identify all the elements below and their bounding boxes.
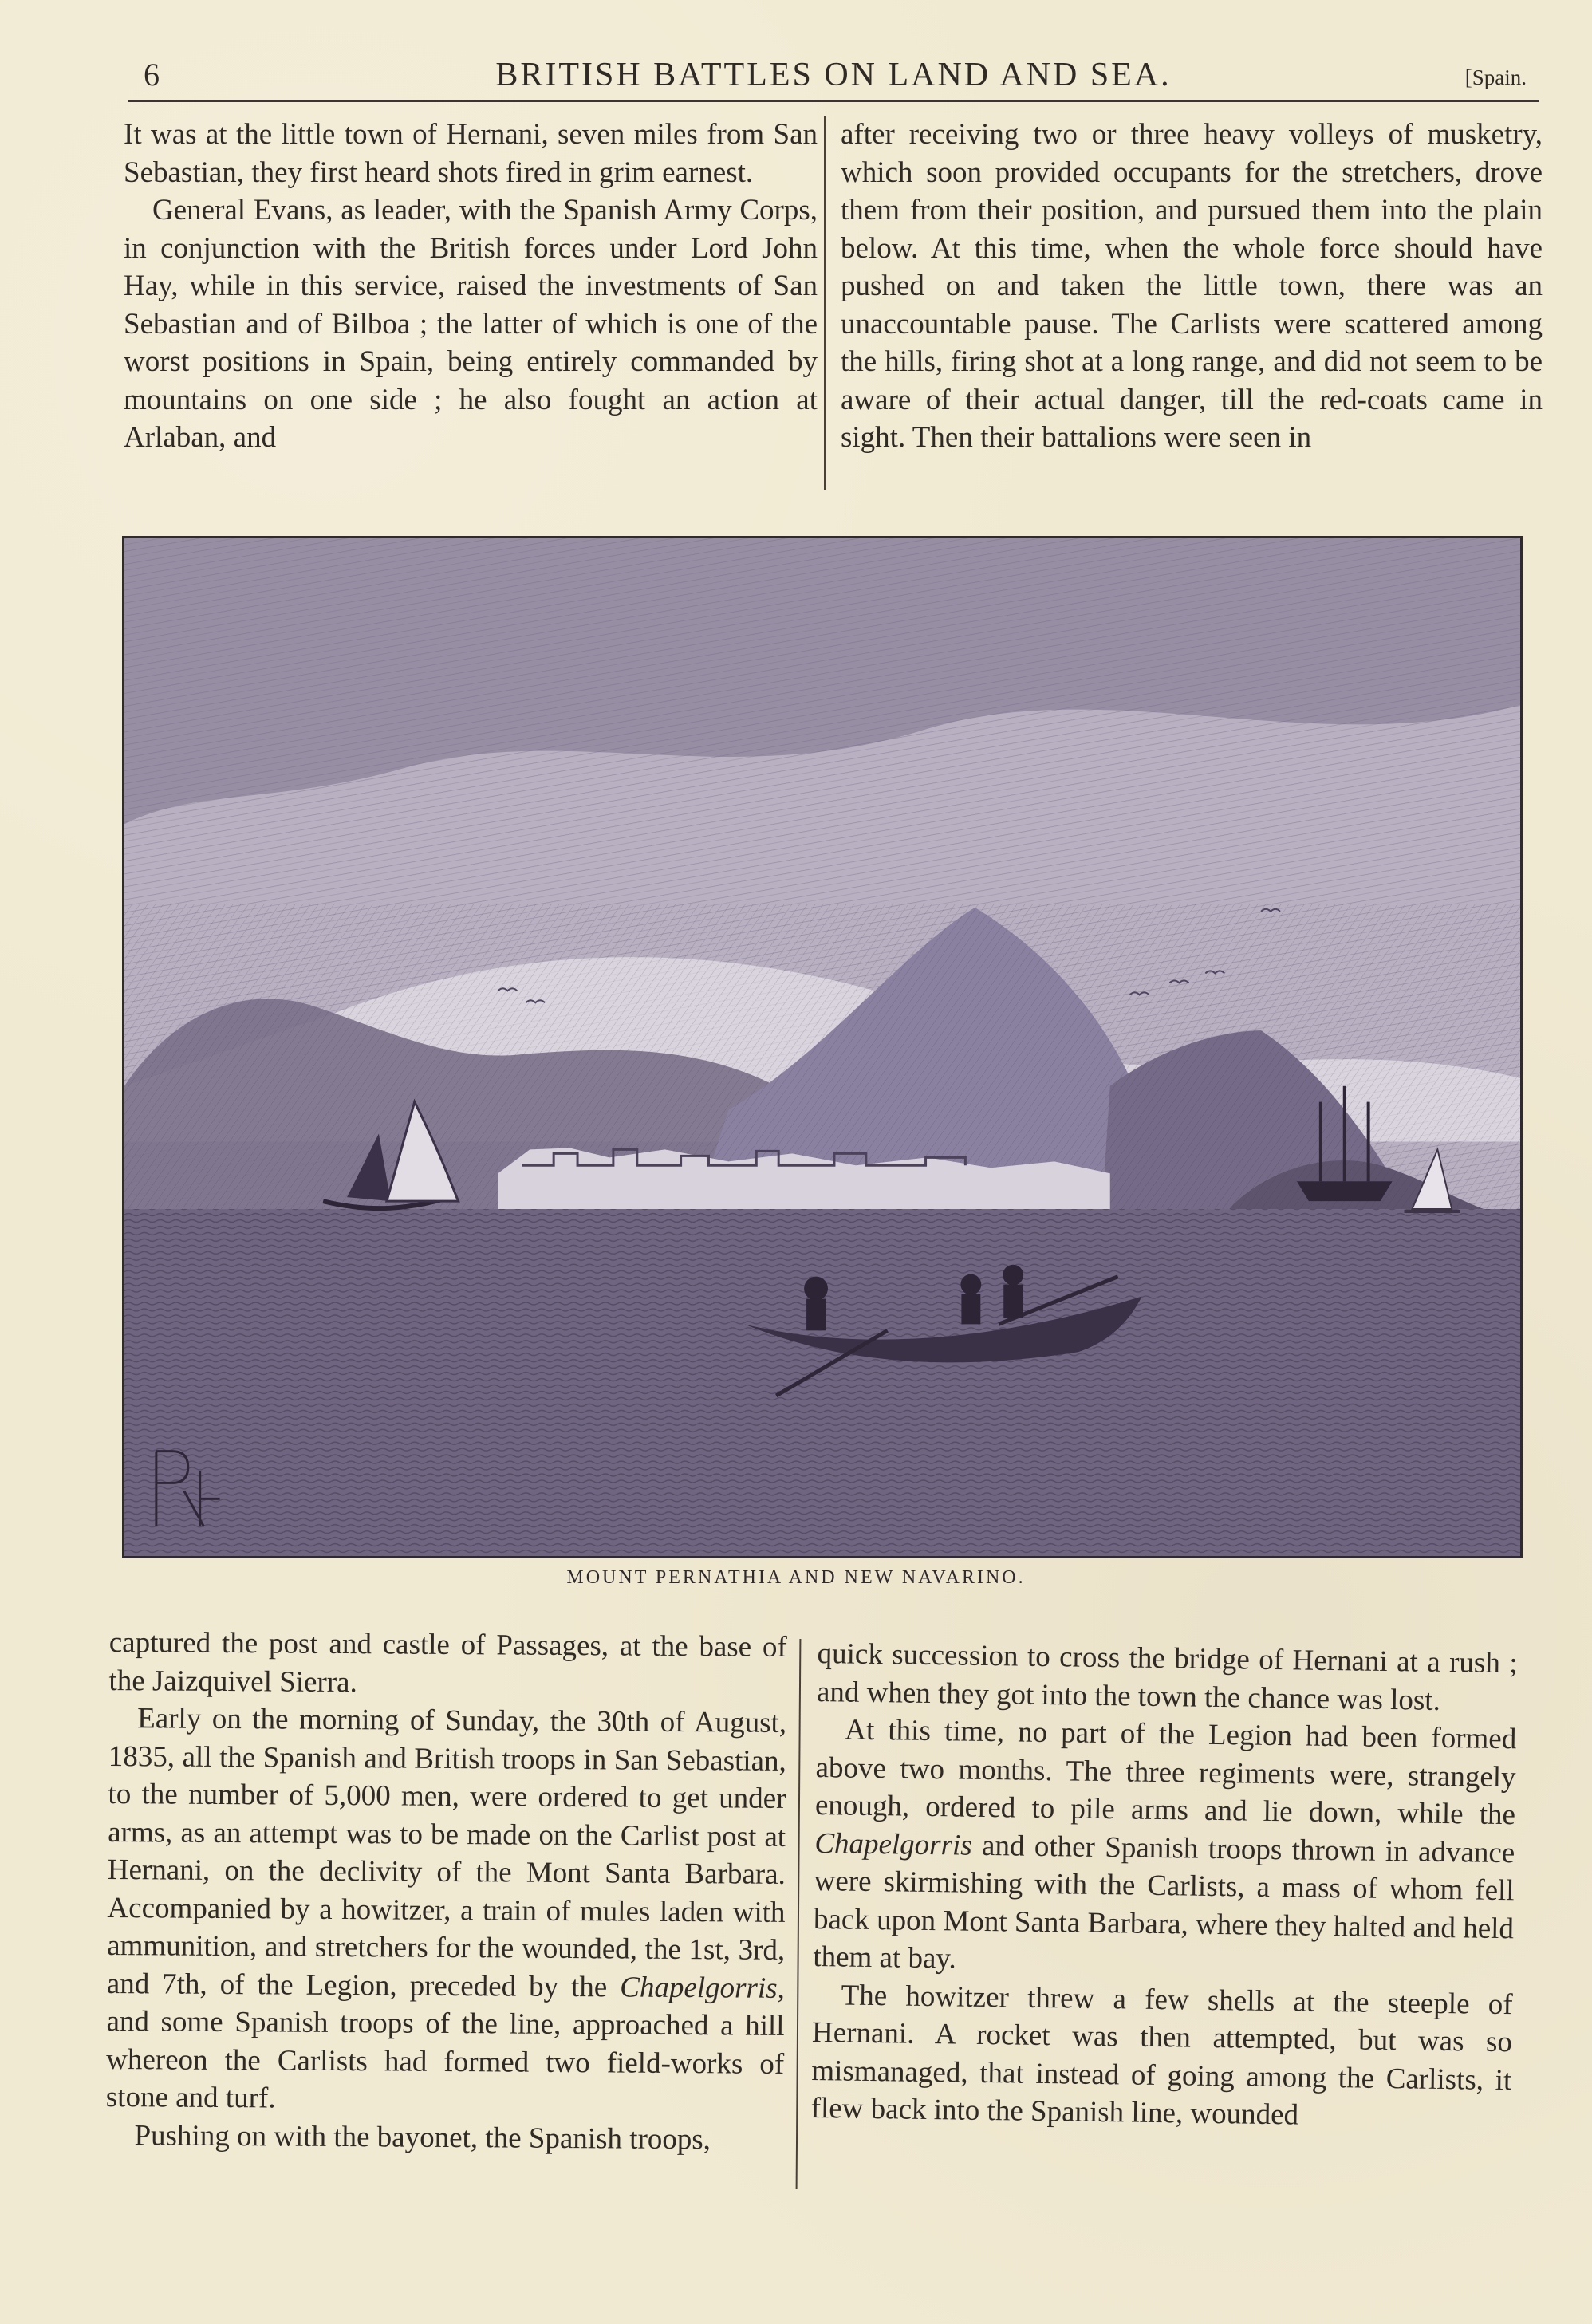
bottom-right-paragraph-3: The howitzer threw a few shells at the steeple of Hernani. A rocket was then attempted, but was so mismanaged, that instead of going among the Carlists, it flew back into the Spanish line, wounded <box>810 1978 1513 2132</box>
bottom-left-paragraph-2 <box>106 1700 787 2121</box>
header-rule <box>128 100 1539 102</box>
rower-3-body <box>1003 1285 1023 1318</box>
page-number: 6 <box>144 57 160 93</box>
bottom-left-paragraph-2-end: and some Spanish troops of the line, approached a hill whereon the Carlists had formed two field-works of stone and turf. <box>105 2004 785 2115</box>
rower-1-head <box>804 1277 828 1301</box>
chapelgorris-italic-left: Chapelgorris, <box>620 1970 785 2005</box>
bottom-left-column <box>105 1624 787 2187</box>
rower-2-head <box>960 1274 981 1295</box>
bottom-left-paragraph-2-start: Early on the morning of Sunday, the 30th of August, 1835, all the Spanish and British troops in San Sebastian, to the number of 5,000 men, were ordered to get under arms, as an attempt was to be made on the Carlist post at Hernani, on the declivity of the Mont Santa Barbara. Accompanied by a howitzer, a train of mules laden with ammunition, and stretchers for the wounded, the 1st, 3rd, and 7th, of the Legion, preceded by the <box>106 1702 787 2003</box>
top-left-paragraph-2: General Evans, as leader, with the Spanish Army Corps, in conjunction with the British forces under Lord John Hay, while in this service, raised the investments of San Sebastian and of Bilboa ; the latter of which is one of the worst positions in Spain, being entirely commanded by mountains on one side ; he also fought an action at Arlaban, and <box>124 194 818 454</box>
bottom-right-paragraph-2 <box>813 1711 1517 1986</box>
figure-caption: MOUNT PERNATHIA AND NEW NAVARINO. <box>566 1567 1026 1588</box>
page-header <box>128 49 1539 105</box>
bottom-right-paragraph-2-end: and other Spanish troops thrown in advance were skirmishing with the Carlists, a mass of whom fell back upon Mont Santa Barbara, where they halted and held them at bay. <box>813 1829 1515 1975</box>
top-column-divider <box>824 116 826 490</box>
ship-hull <box>1297 1181 1393 1201</box>
rower-2-body <box>961 1294 980 1325</box>
bottom-right-paragraph-1: quick succession to cross the bridge of Hernani at a rush ; and when they got into the town the chance was lost. <box>816 1637 1518 1717</box>
bottom-left-paragraph-3: Pushing on with the bayonet, the Spanish troops, <box>134 2118 711 2156</box>
section-marker: [Spain. <box>1464 65 1527 89</box>
top-left-paragraph-1: It was at the little town of Hernani, seven miles from San Sebastian, they first heard shots fired in grim earnest. <box>124 118 818 189</box>
top-right-paragraph-1: after receiving two or three heavy volleys of musketry, which soon provided occupants for the stretchers, drove them from their position, and pursued them into the plain below. At this time, when the whole force should have pushed on and taken the little town, there was an unaccountable pause. The Carlists were scattered among the hills, firing shot at a long range, and did not seem to be aware of their actual danger, till the red-coats came in sight. Then their battalions were seen in <box>841 118 1543 454</box>
top-right-column <box>841 116 1543 494</box>
sea-hatching <box>124 1209 1520 1556</box>
rower-3-head <box>1003 1265 1023 1286</box>
chapelgorris-italic-right: Chapelgorris <box>814 1826 972 1862</box>
engraving-illustration <box>122 536 1523 1558</box>
rower-1-body <box>806 1299 826 1331</box>
bottom-left-paragraph-1: captured the post and castle of Passages, at the base of the Jaizquivel Sierra. <box>108 1625 787 1699</box>
engraving-svg <box>124 538 1520 1556</box>
running-title: BRITISH BATTLES ON LAND AND SEA. <box>495 57 1172 93</box>
bottom-right-column <box>810 1635 1518 2219</box>
bottom-column-divider <box>796 1639 802 2189</box>
top-left-column <box>124 116 818 494</box>
bottom-right-paragraph-2-start: At this time, no part of the Legion had been formed above two months. The three regiments were, strangely enough, ordered to pile arms and lie down, while the <box>814 1713 1517 1832</box>
